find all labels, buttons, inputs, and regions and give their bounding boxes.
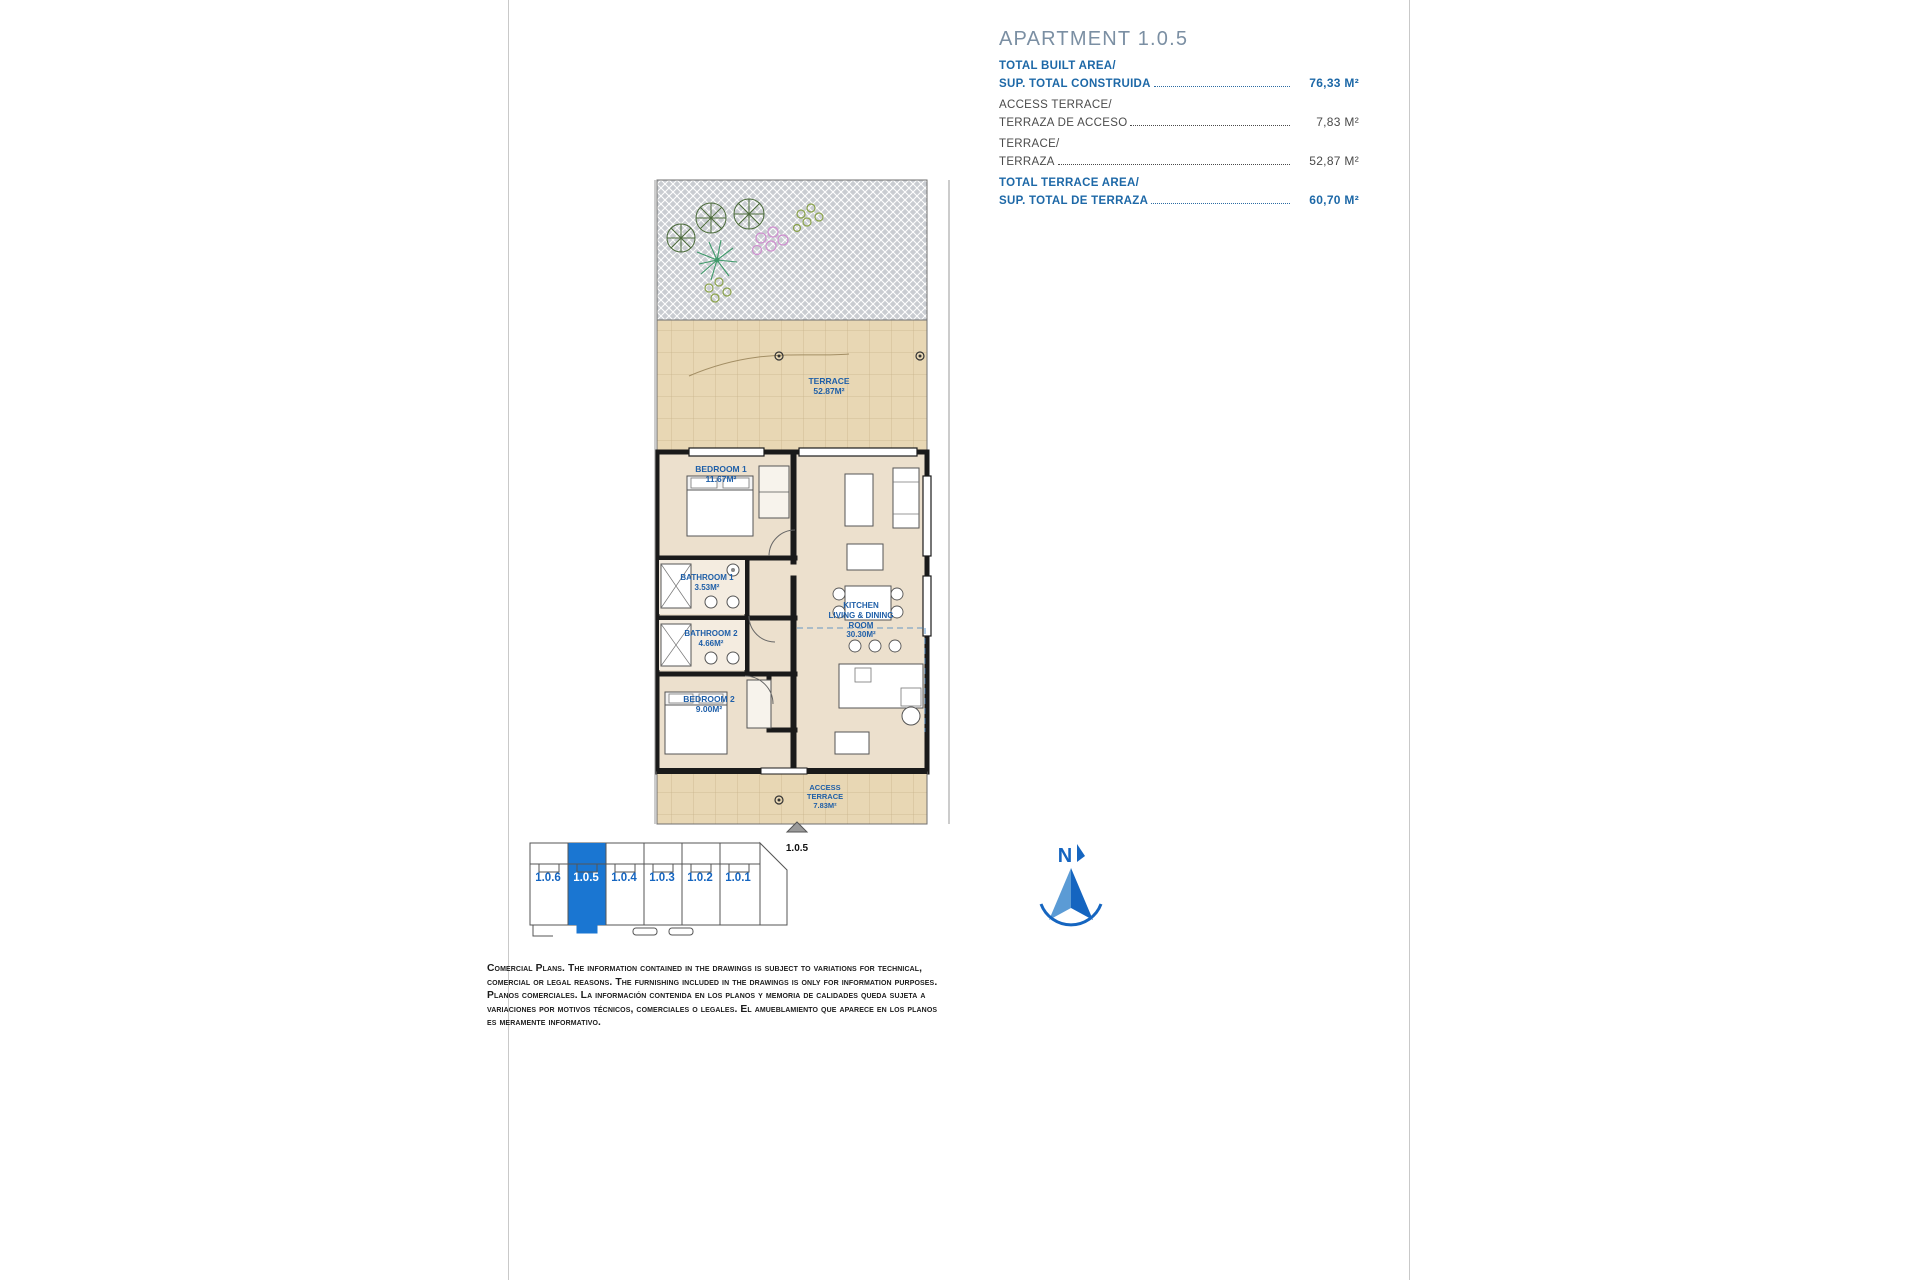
area-access-terrace-label-en: ACCESS TERRACE/ bbox=[999, 99, 1112, 112]
area-access-terrace-label-es: TERRAZA DE ACCESO bbox=[999, 116, 1128, 129]
kitchen-label-line3: ROOM bbox=[848, 621, 874, 630]
disclaimer-line-5: es meramente informativo. bbox=[487, 1017, 602, 1029]
keyplan-label-104[interactable]: 1.0.4 bbox=[611, 872, 637, 884]
area-terrace bbox=[999, 137, 1359, 170]
leader-dots bbox=[1058, 163, 1290, 165]
terrace-area-value: 52.87M² bbox=[813, 386, 845, 396]
bathroom2-label: BATHROOM 2 bbox=[684, 629, 738, 638]
terrace-area bbox=[657, 320, 927, 452]
entrance-marker bbox=[786, 822, 809, 854]
keyplan-label-101[interactable]: 1.0.1 bbox=[725, 872, 751, 884]
svg-text:1.0.5: 1.0.5 bbox=[785, 843, 809, 854]
disclaimer-line-4: variaciones por motivos técnicos, comerciales o legales. El amueblamiento que aparece en los planos bbox=[487, 1003, 938, 1015]
drawing-sheet bbox=[487, 0, 1410, 1280]
compass-rose bbox=[1021, 840, 1121, 940]
disclaimer-line-1: Comercial Plans. The information contained in the drawings is subject to variations for technical, bbox=[487, 963, 923, 974]
area-total-built-value: 76,33 M² bbox=[1309, 75, 1359, 90]
area-terrace-value: 52,87 M² bbox=[1309, 153, 1359, 168]
area-total-built-label-es: SUP. TOTAL CONSTRUIDA bbox=[999, 77, 1151, 90]
disclaimer-line-2: comercial or legal reasons. The furnishing included in the drawings is only for information purposes. bbox=[487, 976, 938, 988]
disclaimer-text bbox=[487, 962, 1107, 1030]
leader-dots bbox=[1154, 85, 1290, 87]
compass-north-label: N bbox=[1057, 845, 1073, 867]
bathroom1-label: BATHROOM 1 bbox=[680, 573, 734, 582]
leader-dots bbox=[1151, 202, 1290, 204]
access-terrace bbox=[657, 768, 927, 824]
disclaimer-line-3: Planos comerciales. La información contenida en los planos y memoria de calidades queda sujeta a bbox=[487, 990, 926, 1002]
area-terrace-label-en: TERRACE/ bbox=[999, 138, 1060, 151]
bathroom1-area-value: 3.53M² bbox=[694, 583, 720, 592]
area-total-terrace-label-en: TOTAL TERRACE AREA/ bbox=[999, 177, 1140, 190]
keyplan-label-106[interactable]: 1.0.6 bbox=[535, 872, 561, 884]
bathroom2-area-value: 4.66M² bbox=[698, 639, 724, 648]
bedroom1-area-value: 11.67M² bbox=[705, 474, 737, 484]
area-total-terrace-value: 60,70 M² bbox=[1309, 192, 1359, 207]
keyplan-unit-active bbox=[568, 843, 606, 925]
key-plan-labels bbox=[529, 872, 789, 884]
leader-dots bbox=[1130, 124, 1290, 126]
apartment-title: APARTMENT 1.0.5 bbox=[999, 28, 1189, 50]
key-plan bbox=[529, 842, 789, 942]
bedroom2-label: BEDROOM 2 bbox=[683, 694, 735, 704]
bathroom-1 bbox=[659, 560, 745, 614]
access-terrace-label-line2: TERRACE bbox=[806, 792, 844, 801]
area-access-terrace-value: 7,83 M² bbox=[1316, 114, 1359, 129]
area-total-built-label-en: TOTAL BUILT AREA/ bbox=[999, 60, 1116, 72]
area-access-terrace bbox=[999, 98, 1359, 131]
kitchen-label-line2: LIVING & DINING bbox=[828, 611, 894, 620]
bedroom1-label: BEDROOM 1 bbox=[695, 464, 747, 474]
garden-area bbox=[657, 180, 927, 320]
keyplan-label-105[interactable]: 1.0.5 bbox=[573, 872, 599, 884]
terrace-label: TERRACE bbox=[808, 376, 850, 386]
access-terrace-area-value: 7.83M² bbox=[813, 801, 837, 810]
area-total-terrace-label-es: SUP. TOTAL DE TERRAZA bbox=[999, 194, 1149, 207]
keyplan-label-102[interactable]: 1.0.2 bbox=[687, 872, 713, 884]
area-total-built bbox=[999, 59, 1359, 92]
access-terrace-label-line1: ACCESS bbox=[809, 783, 841, 792]
floor-plan bbox=[649, 176, 1069, 854]
kitchen-label-line1: KITCHEN bbox=[843, 601, 879, 610]
kitchen-area-value: 30.30M² bbox=[846, 630, 876, 639]
keyplan-label-103[interactable]: 1.0.3 bbox=[649, 872, 675, 884]
area-terrace-label-es: TERRAZA bbox=[999, 155, 1055, 168]
bedroom2-area-value: 9.00M² bbox=[695, 704, 723, 714]
